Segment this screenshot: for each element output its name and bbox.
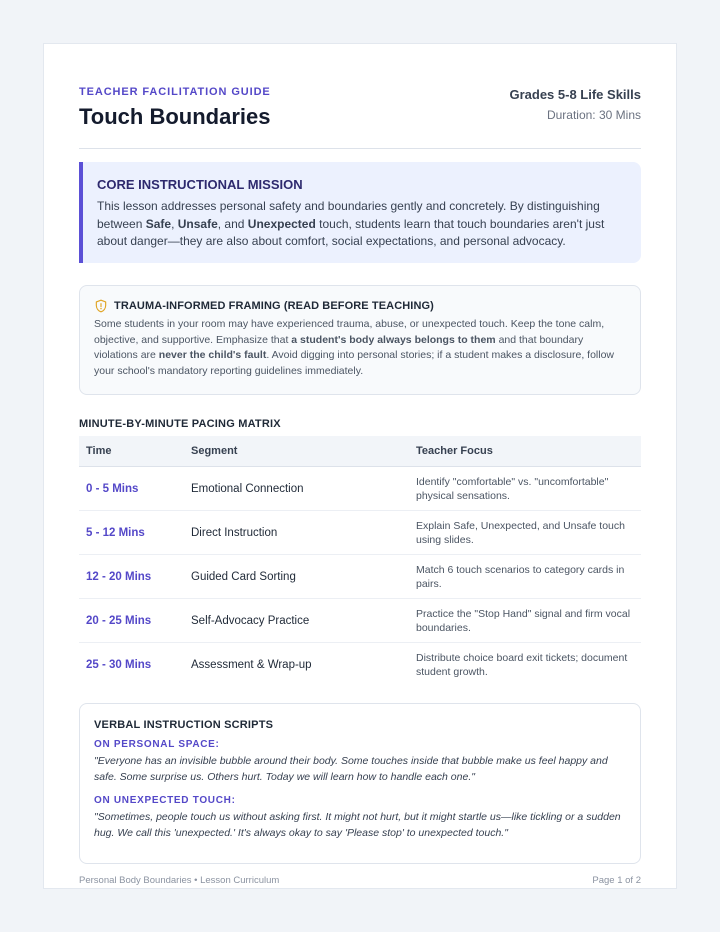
column-header-time: Time: [86, 445, 112, 457]
row-segment: Self-Advocacy Practice: [191, 614, 310, 627]
trauma-header: [94, 299, 626, 313]
mission-term-safe: Safe: [145, 216, 172, 231]
column-header-segment: Segment: [191, 445, 238, 457]
trauma-emphasis: a student's body always belongs to them: [291, 333, 496, 346]
table-row: [79, 555, 641, 599]
row-focus: Distribute choice board exit tickets; document student growth.: [416, 651, 628, 678]
table-row: [79, 467, 641, 511]
pacing-title: MINUTE-BY-MINUTE PACING MATRIX: [79, 418, 281, 430]
pacing-table: [79, 436, 641, 686]
table-row: [79, 643, 641, 686]
trauma-text: Some students in your room may have experienced trauma, abuse, or unexpected touch. Keep the tone calm, objective, and supportive. Emphasize that: [94, 318, 605, 346]
grade-level: Grades 5-8 Life Skills: [509, 87, 641, 102]
script-label: ON UNEXPECTED TOUCH:: [94, 795, 236, 806]
mission-body: [97, 198, 621, 251]
footer-title: Personal Body Boundaries • Lesson Curriculum: [79, 875, 280, 886]
trauma-framing-callout: [79, 285, 641, 395]
mission-text: touch, students learn that touch boundaries aren't just about danger—they are also about comfort, social expectations, and personal advocacy.: [97, 216, 605, 248]
mission-text: This lesson addresses personal safety and boundaries gently and concretely. By distinguishing between: [97, 199, 600, 231]
row-focus: Identify "comfortable" vs. "uncomfortable" physical sensations.: [416, 475, 609, 502]
lesson-duration: Duration: 30 Mins: [546, 108, 641, 122]
page-title: Touch Boundaries: [79, 104, 271, 129]
row-time: 20 - 25 Mins: [86, 614, 152, 627]
trauma-text: . Avoid digging into personal stories; if a student makes a disclosure, follow your school's mandatory reporting guidelines immediately.: [94, 349, 614, 377]
script-text: "Sometimes, people touch us without asking first. It might not hurt, but it might startle us—like tickling or a sudden hug. We call this 'unexpected.' It's always okay to say 'Please stop' to unexpected touch.": [94, 811, 621, 839]
script-text: "Everyone has an invisible bubble around their body. Some touches inside that bubble make us feel happy and safe. Some surprise us. Others hurt. Today we will learn how to handle each one.": [94, 755, 608, 783]
trauma-title: TRAUMA-INFORMED FRAMING (READ BEFORE TEACHING): [114, 300, 434, 312]
row-focus: Explain Safe, Unexpected, and Unsafe touch using slides.: [416, 519, 625, 546]
document-header: [79, 84, 641, 149]
trauma-emphasis: never the child's fault: [158, 349, 267, 361]
mission-separator: ,: [171, 216, 178, 231]
mission-separator: , and: [217, 216, 248, 231]
mission-callout: [79, 162, 641, 263]
trauma-body: [94, 317, 626, 379]
script-label: ON PERSONAL SPACE:: [94, 739, 220, 750]
scripts-card: [79, 703, 641, 864]
page-number: Page 1 of 2: [592, 875, 641, 886]
document-page: [43, 43, 677, 889]
row-focus: Match 6 touch scenarios to category cards in pairs.: [416, 563, 625, 590]
row-time: 25 - 30 Mins: [86, 658, 152, 671]
row-segment: Assessment & Wrap-up: [191, 658, 312, 671]
table-header: [79, 436, 641, 467]
mission-term-unexpected: Unexpected: [247, 216, 316, 231]
row-segment: Emotional Connection: [191, 482, 304, 495]
row-segment: Guided Card Sorting: [191, 570, 296, 583]
scripts-title: VERBAL INSTRUCTION SCRIPTS: [94, 719, 274, 731]
column-header-focus: Teacher Focus: [416, 445, 493, 457]
row-time: 5 - 12 Mins: [86, 526, 145, 539]
row-time: 12 - 20 Mins: [86, 570, 152, 583]
row-focus: Practice the "Stop Hand" signal and firm vocal boundaries.: [416, 607, 631, 634]
table-row: [79, 599, 641, 643]
mission-title: CORE INSTRUCTIONAL MISSION: [97, 177, 303, 192]
table-row: [79, 511, 641, 555]
trauma-text: and that boundary violations are: [94, 333, 584, 361]
guide-eyebrow: TEACHER FACILITATION GUIDE: [79, 86, 271, 98]
row-segment: Direct Instruction: [191, 526, 278, 539]
mission-term-unsafe: Unsafe: [177, 216, 218, 231]
row-time: 0 - 5 Mins: [86, 482, 139, 495]
shield-alert-icon: [94, 299, 108, 313]
